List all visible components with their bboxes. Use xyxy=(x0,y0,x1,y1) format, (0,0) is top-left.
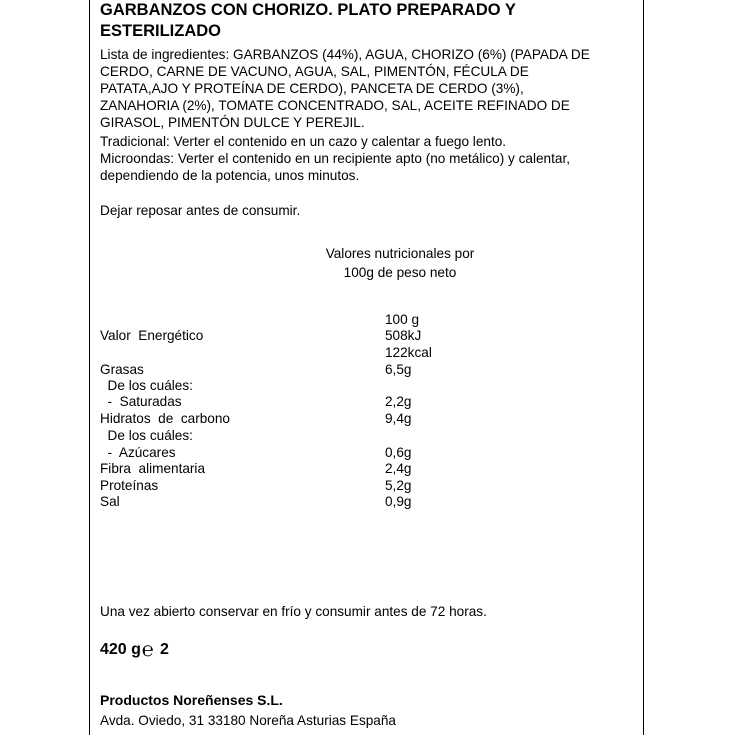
nutrient-label: Fibra alimentaria xyxy=(100,461,206,476)
nutrient-value: 0,6g xyxy=(385,445,412,460)
company-address: Avda. Oviedo, 31 33180 Noreña Asturias España xyxy=(100,713,396,728)
nutrient-label: De los cuáles: xyxy=(100,378,193,393)
energy-label: Valor Energético xyxy=(100,328,204,343)
nutrient-value: 5,2g xyxy=(385,478,412,493)
storage-note: Una vez abierto conservar en frío y consumir antes de 72 horas. xyxy=(100,604,487,619)
rest-note: Dejar reposar antes de consumir. xyxy=(100,203,301,218)
nutrition-column-header: 100 g xyxy=(385,312,420,327)
nutrient-label: Grasas xyxy=(100,362,144,377)
nutrient-label: - Azúcares xyxy=(100,445,176,460)
company-name: Productos Noreñenses S.L. xyxy=(100,692,283,708)
product-title: GARBANZOS CON CHORIZO. PLATO PREPARADO Y ESTERILIZADO xyxy=(100,1,516,40)
nutrition-header: Valores nutricionales por 100g de peso neto xyxy=(325,246,475,280)
net-weight-value: 420 g xyxy=(100,641,141,658)
nutrient-label: Sal xyxy=(100,494,120,509)
nutrient-value: 0,9g xyxy=(385,494,412,509)
net-weight xyxy=(100,640,169,660)
nutrient-value: 6,5g xyxy=(385,362,412,377)
net-count: 2 xyxy=(159,641,169,658)
nutrient-label: Proteínas xyxy=(100,478,159,493)
nutrient-value: 2,4g xyxy=(385,461,412,476)
ingredients-list: Lista de ingredientes: GARBANZOS (44%), AGUA, CHORIZO (6%) (PAPADA DE CERDO, CARNE DE VACUNO, AGUA, SAL, PIMENTÓN, FÉCULA DE PATATA,AJO Y PROTEÍNA DE CERDO), PANCETA DE CERDO (3%), ZANAHORIA (2%), TOMATE CONCENTRADO, SAL, ACEITE REFINADO DE GIRASOL, PIMENTÓN DULCE Y PEREJIL. xyxy=(100,47,590,130)
energy-kj: 508kJ xyxy=(385,328,422,343)
nutrient-label: Hidratos de carbono xyxy=(100,411,230,426)
nutrient-label: - Saturadas xyxy=(100,394,182,409)
nutrient-value: 9,4g xyxy=(385,411,412,426)
nutrient-value: 2,2g xyxy=(385,394,412,409)
estimated-sign-icon: ℮ xyxy=(141,639,154,661)
nutrient-label: De los cuáles: xyxy=(100,428,193,443)
preparation-instructions: Tradicional: Verter el contenido en un cazo y calentar a fuego lento. Microondas: Verter el contenido en un recipiente apto (no metálico) y calentar, dependiendo de la potencia, unos minutos. xyxy=(100,134,571,183)
energy-kcal: 122kcal xyxy=(385,345,432,360)
